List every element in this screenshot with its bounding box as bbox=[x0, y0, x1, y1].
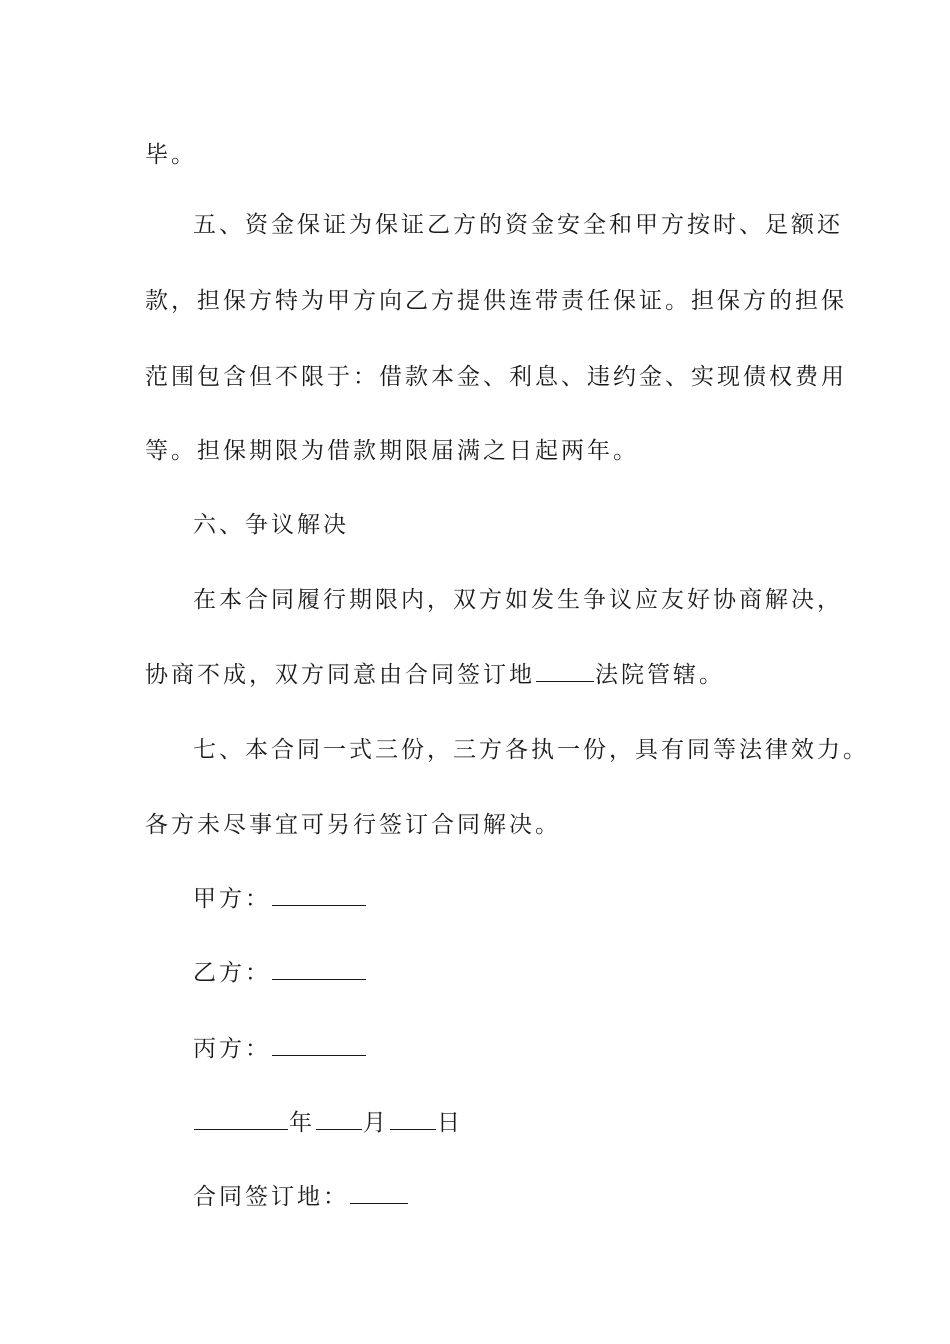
jurisdiction-line bbox=[145, 660, 725, 690]
day-blank bbox=[390, 1109, 436, 1130]
party-b-blank bbox=[272, 959, 366, 980]
signing-place-label: 合同签订地： bbox=[193, 1184, 349, 1210]
paragraph-line: 范围包含但不限于：借款本金、利息、违约金、实现债权费用 bbox=[145, 364, 847, 390]
court-blank bbox=[536, 661, 594, 682]
paragraph-line: 款，担保方特为甲方向乙方提供连带责任保证。担保方的担保 bbox=[145, 288, 847, 314]
clause-seven-line: 七、本合同一式三份，三方各执一份，具有同等法律效力。 bbox=[193, 737, 869, 763]
paragraph-line: 在本合同履行期限内，双方如发生争议应友好协商解决， bbox=[193, 587, 843, 613]
party-a-blank bbox=[272, 885, 366, 906]
date-line bbox=[193, 1108, 463, 1138]
signing-place-blank bbox=[350, 1183, 408, 1204]
party-c-signature bbox=[193, 1034, 367, 1064]
year-label: 年 bbox=[289, 1110, 315, 1136]
party-c-blank bbox=[272, 1035, 366, 1056]
day-label: 日 bbox=[437, 1110, 463, 1136]
month-label: 月 bbox=[363, 1110, 389, 1136]
paragraph-line: 毕。 bbox=[145, 142, 197, 168]
court-suffix: 法院管辖。 bbox=[595, 662, 725, 688]
party-c-label: 丙方： bbox=[193, 1036, 271, 1062]
party-a-signature bbox=[193, 884, 367, 914]
party-a-label: 甲方： bbox=[193, 886, 271, 912]
jurisdiction-text: 协商不成，双方同意由合同签订地 bbox=[145, 662, 535, 688]
party-b-label: 乙方： bbox=[193, 960, 271, 986]
month-blank bbox=[316, 1109, 362, 1130]
party-b-signature bbox=[193, 958, 367, 988]
year-blank bbox=[194, 1109, 288, 1130]
signing-place-line bbox=[193, 1182, 409, 1212]
clause-five-line: 五、资金保证为保证乙方的资金安全和甲方按时、足额还 bbox=[193, 212, 843, 238]
clause-six-heading: 六、争议解决 bbox=[193, 512, 349, 538]
paragraph-line: 等。担保期限为借款期限届满之日起两年。 bbox=[145, 438, 639, 464]
paragraph-line: 各方未尽事宜可另行签订合同解决。 bbox=[145, 812, 561, 838]
